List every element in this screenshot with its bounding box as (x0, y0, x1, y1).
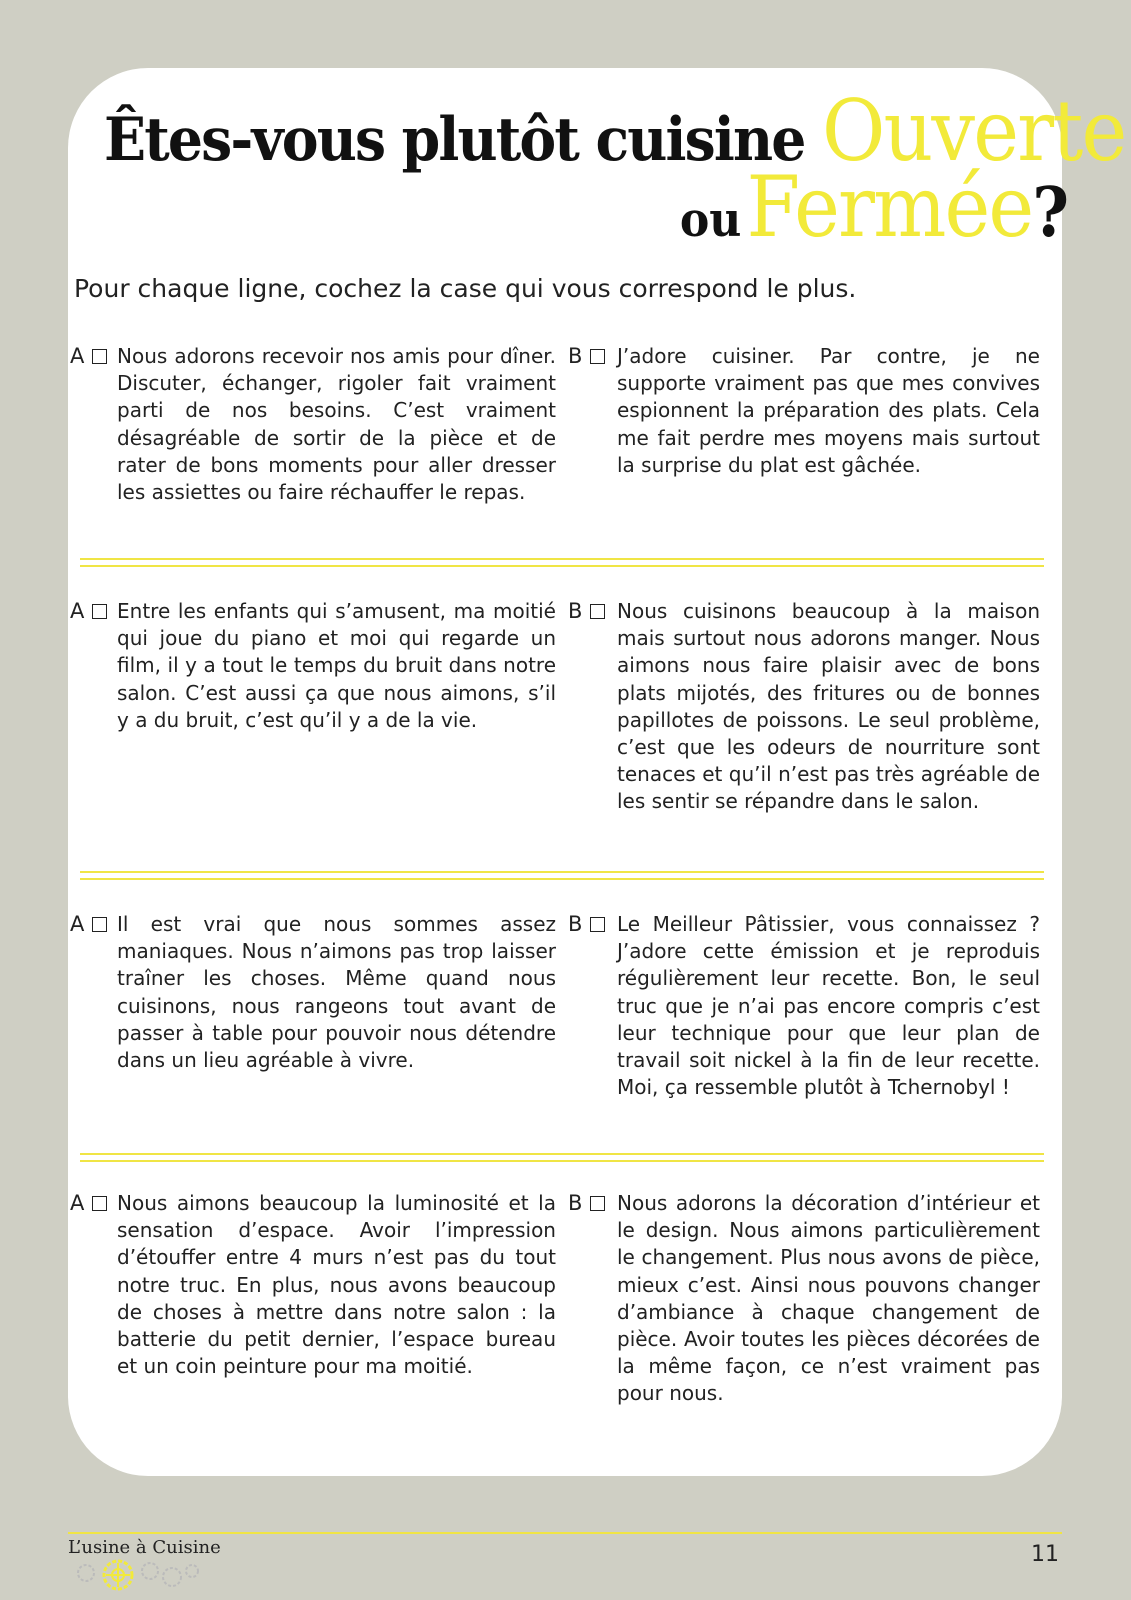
option-a (70, 911, 556, 1074)
footer-divider (68, 1532, 1062, 1534)
option-b-checkbox[interactable] (590, 349, 605, 364)
option-b (568, 911, 1040, 1101)
option-text: Nous adorons la décoration d’intérieur et le design. Nous aimons particulièrement le changement. Plus nous avons de pièce, mieux c’est. Ainsi nous pouvons changer d’ambiance à chaque changement de pièce. Avoir toutes les pièces décorées de la même façon, ce n’est vraiment pas pour nous. (617, 1191, 1040, 1406)
option-text: Il est vrai que nous sommes assez maniaques. Nous n’aimons pas trop laisser traîner les choses. Même quand nous cuisinons, nous rangeons tout avant de passer à table pour pouvoir nous détendre dans un lieu agréable à vivre. (117, 912, 556, 1073)
option-b-checkbox[interactable] (590, 917, 605, 932)
page-number: 11 (1031, 1542, 1059, 1567)
option-text: Entre les enfants qui s’amusent, ma moitié qui joue du piano et moi qui regarde un film, il y a tout le temps du bruit dans notre salon. C’est aussi ça que nous aimons, s’il y a du bruit, c’est qu’il y a de la vie. (117, 599, 556, 732)
option-b (568, 1190, 1040, 1408)
title-question-mark: ? (1032, 173, 1069, 253)
option-text: Le Meilleur Pâtissier, vous connaissez ? J’adore cette émission et je reproduis régulièrement leur recette. Bon, le seul truc que je n’ai pas encore compris c’est leur technique pour que leur plan de travail soit nickel à la fin de leur recette. Moi, ça ressemble plutôt à Tchernobyl ! (617, 912, 1040, 1100)
option-letter: A (70, 912, 85, 936)
title-ou: ou (679, 192, 742, 248)
option-letter: B (568, 599, 583, 623)
option-a-checkbox[interactable] (92, 917, 107, 932)
page-title-line2 (680, 158, 1069, 256)
option-a-checkbox[interactable] (92, 604, 107, 619)
option-letter: B (568, 344, 583, 368)
option-b (568, 598, 1040, 816)
option-letter: B (568, 1191, 583, 1215)
option-b (568, 343, 1040, 479)
option-a-checkbox[interactable] (92, 349, 107, 364)
gears-icon (68, 1557, 208, 1593)
option-letter: A (70, 1191, 85, 1215)
logo (68, 1537, 221, 1593)
option-a (70, 1190, 556, 1380)
title-accent-ouverte: Ouverte (821, 82, 1126, 180)
row-divider (80, 1153, 1044, 1162)
option-b-checkbox[interactable] (590, 1196, 605, 1211)
row-divider (80, 871, 1044, 880)
option-a-checkbox[interactable] (92, 1196, 107, 1211)
title-accent-fermee: Fermée (746, 158, 1033, 256)
option-letter: A (70, 599, 85, 623)
option-a (70, 598, 556, 734)
option-letter: A (70, 344, 85, 368)
option-text: J’adore cuisiner. Par contre, je ne supporte vraiment pas que mes convives espionnent la préparation des plats. Cela me fait perdre mes moyens mais surtout la surprise du plat est gâchée. (617, 344, 1040, 477)
option-b-checkbox[interactable] (590, 604, 605, 619)
title-prefix: Êtes-vous plutôt cuisine (104, 105, 805, 175)
logo-text: L’usine à Cuisine (68, 1537, 221, 1558)
option-text: Nous aimons beaucoup la luminosité et la sensation d’espace. Avoir l’impression d’étouffer entre 4 murs n’est pas du tout notre truc. En plus, nous avons beaucoup de choses à mettre dans notre salon : la batterie du petit dernier, l’espace bureau et un coin peinture pour ma moitié. (117, 1191, 556, 1379)
row-divider (80, 558, 1044, 567)
option-a (70, 343, 556, 506)
option-text: Nous adorons recevoir nos amis pour dîner. Discuter, échanger, rigoler fait vraiment parti de nos besoins. C’est vraiment désagréable de sortir de la pièce et de rater de bons moments pour aller dresser les assiettes ou faire réchauffer le repas. (117, 344, 556, 505)
instruction-text: Pour chaque ligne, cochez la case qui vous correspond le plus. (74, 274, 857, 303)
option-text: Nous cuisinons beaucoup à la maison mais surtout nous adorons manger. Nous aimons nous faire plaisir avec de bons plats mijotés, des fritures ou de bonnes papillotes de poissons. Le seul problème, c’est que les odeurs de nourriture sont tenaces et qu’il n’est pas très agréable de les sentir se répandre dans le salon. (617, 599, 1040, 814)
option-letter: B (568, 912, 583, 936)
